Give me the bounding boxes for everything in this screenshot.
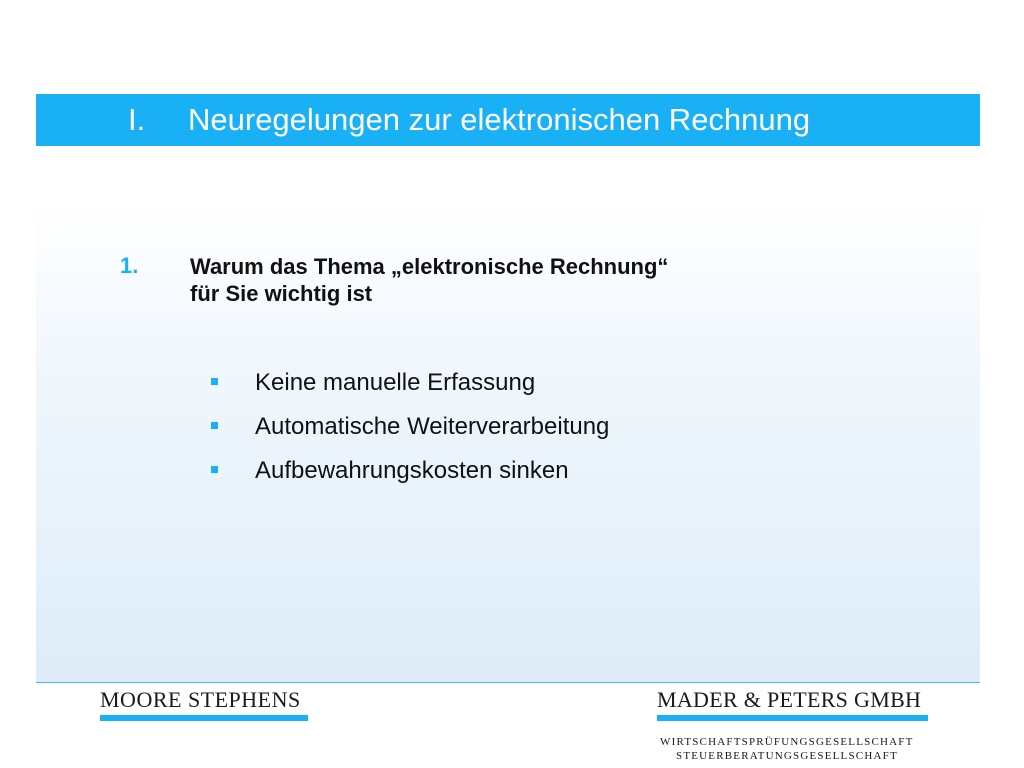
panel-divider <box>36 682 980 683</box>
firm-subtitle-2: STEUERBERATUNGSGESELLSCHAFT <box>676 750 898 762</box>
title-bar <box>36 94 980 146</box>
section-number: 1. <box>120 253 139 278</box>
mader-peters-wordmark: MADER & PETERS GMBH <box>657 687 922 712</box>
section-heading-line2: für Sie wichtig ist <box>190 281 373 306</box>
moore-stephens-wordmark: MOORE STEPHENS <box>100 687 301 712</box>
square-bullet-icon <box>211 378 218 385</box>
mader-peters-underline <box>657 715 928 721</box>
section-heading <box>190 253 830 307</box>
square-bullet-icon <box>211 466 218 473</box>
square-bullet-icon <box>211 422 218 429</box>
bullet-text: Aufbewahrungskosten sinken <box>255 457 569 484</box>
bullet-text: Keine manuelle Erfassung <box>255 369 536 396</box>
firm-subtitle-1: WIRTSCHAFTSPRÜFUNGSGESELLSCHAFT <box>660 736 914 748</box>
moore-stephens-logo <box>100 688 308 721</box>
mader-peters-logo <box>657 688 928 721</box>
bullet-text: Automatische Weiterverarbeitung <box>255 413 610 440</box>
section-heading-line1: Warum das Thema „elektronische Rechnung“ <box>190 254 669 279</box>
slide-title: Neuregelungen zur elektronischen Rechnung <box>188 102 811 137</box>
title-number: I. <box>128 102 146 137</box>
moore-stephens-underline <box>100 715 308 721</box>
